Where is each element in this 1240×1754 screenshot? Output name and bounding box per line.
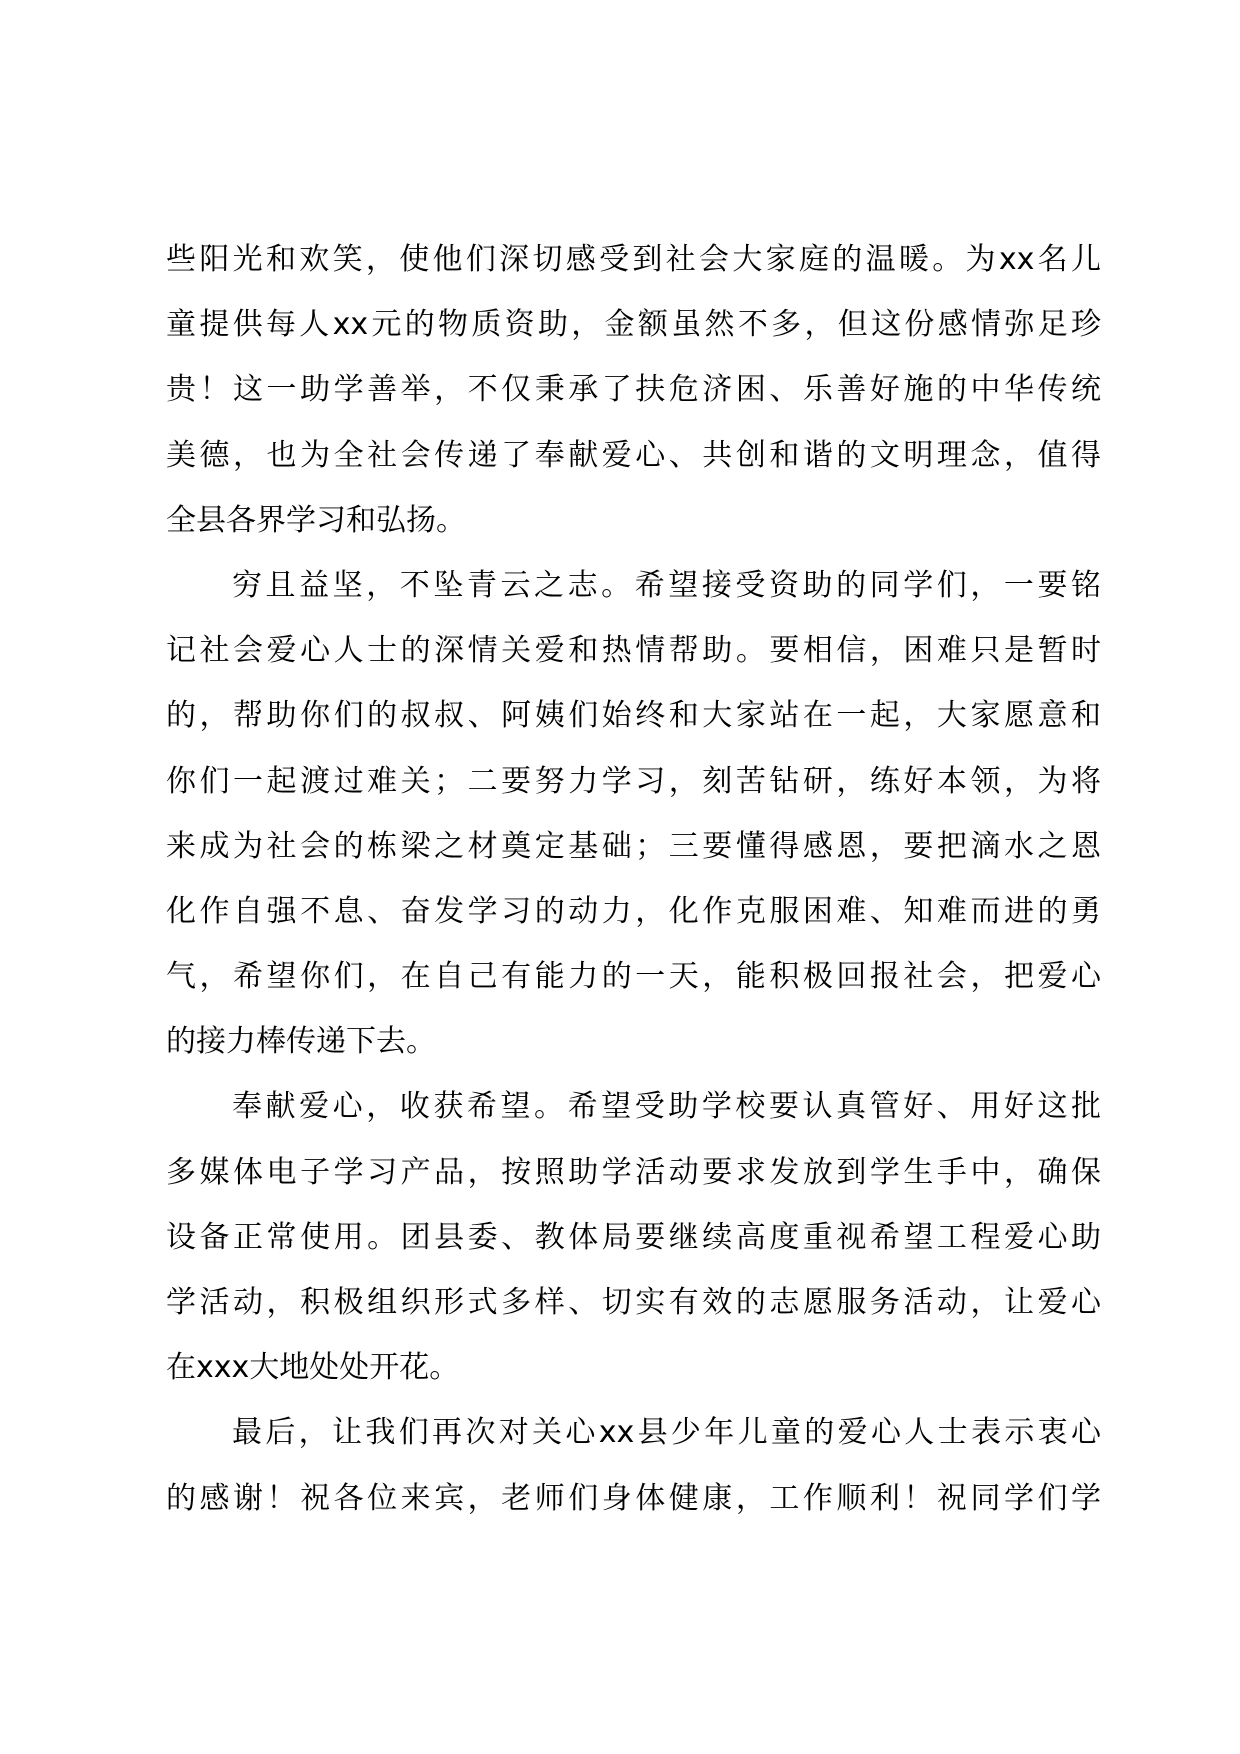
text-line: 童提供每人xx元的物质资助，金额虽然不多，但这份感情弥足珍 [166,307,1101,343]
text-line: 的感谢！祝各位来宾，老师们身体健康，工作顺利！祝同学们学 [166,1480,1101,1516]
text-line: 气，希望你们，在自己有能力的一天，能积极回报社会，把爱心 [166,959,1101,995]
text-line: 来成为社会的栋梁之材奠定基础；三要懂得感恩，要把滴水之恩 [166,828,1101,864]
speech-body-text [166,241,1101,1545]
text-line: 些阳光和欢笑，使他们深切感受到社会大家庭的温暖。为xx名儿 [166,242,1101,277]
text-line: 的接力棒传递下去。 [166,1024,436,1060]
text-line: 你们一起渡过难关；二要努力学习，刻苦钻研，练好本领，为将 [166,763,1101,799]
text-line: 在xxx大地处处开花。 [166,1350,460,1386]
text-line: 贵！这一助学善举，不仅秉承了扶危济困、乐善好施的中华传统 [166,372,1101,408]
paragraph-first-line: 穷且益坚，不坠青云之志。希望接受资助的同学们，一要铭 [232,567,1101,603]
text-line: 全县各界学习和弘扬。 [166,502,466,538]
paragraph-first-line: 奉献爱心，收获希望。希望受助学校要认真管好、用好这批 [232,1089,1101,1125]
text-line: 学活动，积极组织形式多样、切实有效的志愿服务活动，让爱心 [166,1285,1101,1320]
text-line: 记社会爱心人士的深情关爱和热情帮助。要相信，困难只是暂时 [166,633,1101,669]
text-line: 设备正常使用。团县委、教体局要继续高度重视希望工程爱心助 [166,1219,1101,1255]
text-line: 多媒体电子学习产品，按照助学活动要求发放到学生手中，确保 [166,1154,1101,1190]
paragraph-first-line: 最后，让我们再次对关心xx县少年儿童的爱心人士表示衷心 [232,1415,1101,1451]
text-line: 的，帮助你们的叔叔、阿姨们始终和大家站在一起，大家愿意和 [166,698,1101,734]
text-line: 美德，也为全社会传递了奉献爱心、共创和谐的文明理念，值得 [166,437,1101,473]
text-line: 化作自强不息、奋发学习的动力，化作克服困难、知难而进的勇 [166,893,1101,929]
